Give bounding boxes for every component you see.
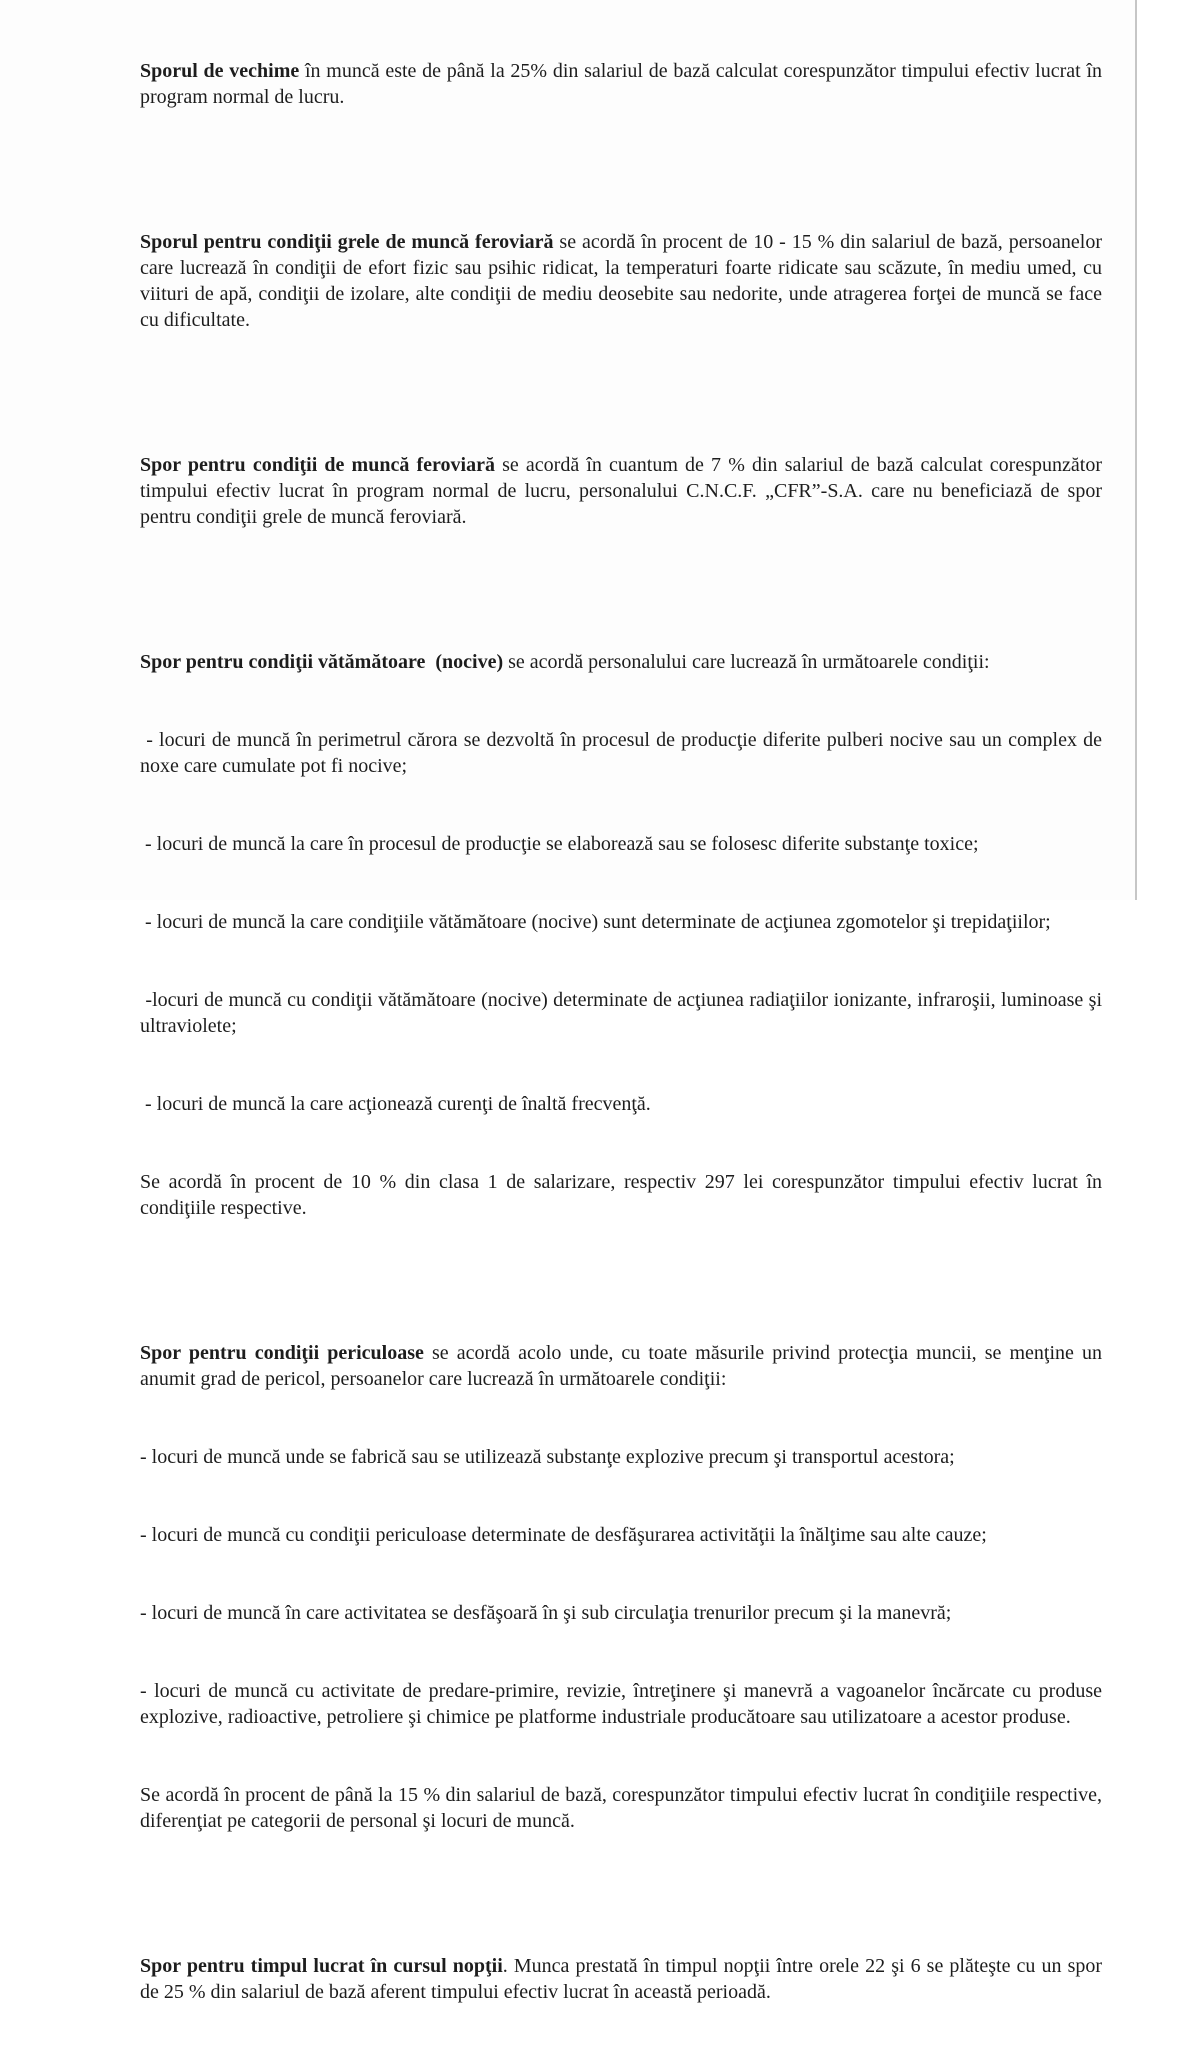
paragraph-closing: Se acordă în procent de 10 % din clasa 1 de salarizare, respectiv 297 lei corespunzător timpului efectiv lucrat în condiţiile respective. — [140, 1171, 1107, 1219]
list-item: - locuri de muncă cu activitate de predare-primire, revizie, întreţinere şi manevră a vagoanelor încărcate cu produse explozive, radioactive, petroliere şi chimice pe platforme industriale producătoare sau utilizatoare a acestor produse. — [140, 1680, 1107, 1728]
paragraph-closing: Se acordă în procent de până la 15 % din salariul de bază, corespunzător timpului efectiv lucrat în condiţiile respective, diferenţiat pe categorii de personal şi locuri de muncă. — [140, 1784, 1107, 1832]
paragraph-text: se acordă personalului care lucrează în următoarele condiţii: — [503, 651, 990, 673]
paragraph-text: se acordă în cuantum de 7 % din salariul de bază calculat corespunzător timpului efectiv lucrat în program normal de lucru, personalului C.N.C.F. „CFR”-S.A. care nu beneficiază de spor pentru condiţii grele de muncă feroviară. — [140, 454, 1107, 528]
paragraph-intro — [140, 58, 1107, 110]
scan-right-margin — [1137, 0, 1200, 900]
paragraph-text: se acordă în procent de 10 - 15 % din salariul de bază, persoanelor care lucrează în condiţii de efort fizic sau psihic ridicat, la temperaturi foarte ridicate sau scăzute, în mediu umed, cu viituri de apă, condiţii de izolare, alte condiţii de mediu deosebite sau nedorite, unde atragerea forţei de muncă se face cu dificultate. — [140, 231, 1107, 331]
paragraph-spor-conditii-munca-feroviara — [140, 400, 1107, 582]
paragraph-spor-conditii-periculoase — [140, 1288, 1107, 1886]
list-item: - locuri de muncă la care în procesul de producţie se elaborează sau se folosesc diferite substanţe toxice; — [140, 833, 979, 855]
paragraph-lead: Spor pentru condiţii periculoase — [140, 1342, 424, 1364]
paragraph-text: . Munca prestată în timpul nopţii între orele 22 şi 6 se plăteşte cu un spor de 25 % din salariul de bază aferent timpului efectiv lucrat în această perioadă. — [140, 1955, 1108, 2003]
paragraph-intro — [140, 1953, 1108, 2005]
paragraph-intro — [140, 229, 1107, 333]
paragraph-text: se acordă acolo unde, cu toate măsurile privind protecţia muncii, se menţine un anumit grad de pericol, persoanelor care lucrează în următoarele condiţii: — [140, 1342, 1107, 1390]
list-item: - locuri de muncă cu condiţii periculoase determinate de desfăşurarea activităţii la înălţime sau alte cauze; — [140, 1524, 987, 1546]
list-item: - locuri de muncă în care activitatea se desfăşoară în şi sub circulaţia trenurilor precum şi la manevră; — [140, 1602, 952, 1624]
paragraph-sporul-de-vechime — [140, 6, 1107, 162]
paragraph-spor-conditii-grele-feroviara — [140, 177, 1107, 385]
paragraph-intro — [140, 1340, 1107, 1392]
paragraph-spor-timp-noapte — [140, 1901, 1108, 2057]
paragraph-lead: Sporul de vechime — [140, 60, 300, 82]
paragraph-spor-conditii-vatamatoare — [140, 597, 1108, 1273]
document-body — [140, 6, 1108, 2057]
paragraph-intro — [140, 649, 1102, 675]
paragraph-lead: Sporul pentru condiţii grele de muncă feroviară — [140, 231, 554, 253]
list-item: - locuri de muncă în perimetrul cărora se dezvoltă în procesul de producţie diferite pulberi nocive sau un complex de noxe care cumulate pot fi nocive; — [140, 729, 1108, 777]
paragraph-lead: Spor pentru condiţii vătămătoare (nocive) — [140, 651, 504, 673]
list-item: - locuri de muncă la care acţionează curenţi de înaltă frecvenţă. — [140, 1093, 651, 1115]
list-item: -locuri de muncă cu condiţii vătămătoare (nocive) determinate de acţiunea radiaţiilor ionizante, infraroşii, luminoase şi ultraviolete; — [140, 989, 1108, 1037]
list-item: - locuri de muncă unde se fabrică sau se utilizează substanţe explozive precum şi transportul acestora; — [140, 1446, 955, 1468]
paragraph-lead: Spor pentru condiţii de muncă feroviară — [140, 454, 495, 476]
paragraph-lead: Spor pentru timpul lucrat în cursul nopţii — [140, 1955, 503, 1977]
paragraph-intro — [140, 452, 1107, 530]
scan-edge-line — [1135, 0, 1137, 900]
list-item: - locuri de muncă la care condiţiile vătămătoare (nocive) sunt determinate de acţiunea zgomotelor şi trepidaţiilor; — [140, 911, 1051, 933]
paragraph-text: în muncă este de până la 25% din salariul de bază calculat corespunzător timpului efectiv lucrat în program normal de lucru. — [140, 60, 1107, 108]
